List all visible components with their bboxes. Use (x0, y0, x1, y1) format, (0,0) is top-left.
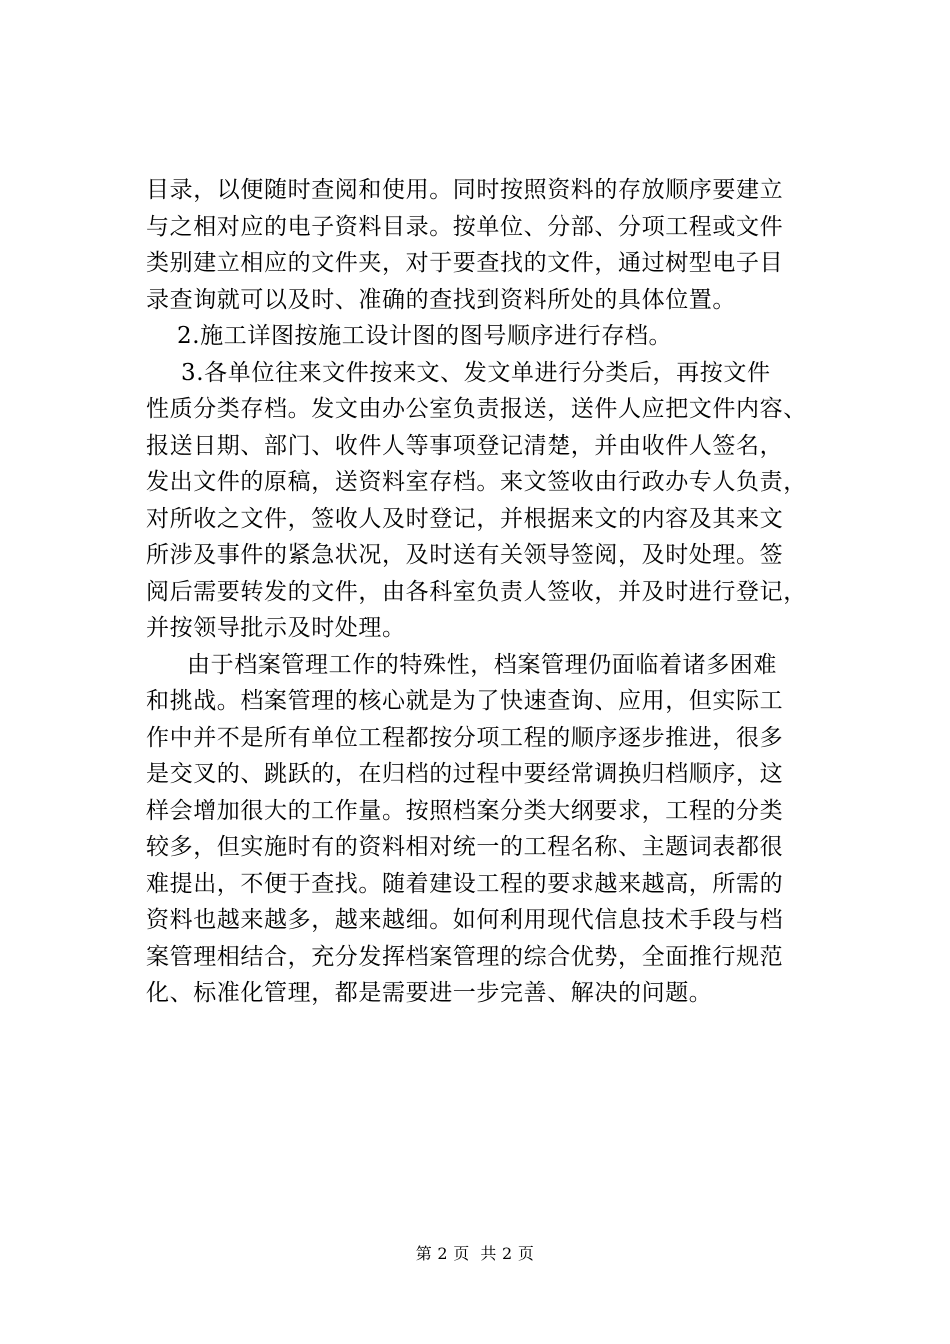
text-line: 和挑战。档案管理的核心就是为了快速查询、应用，但实际工 (146, 688, 784, 714)
text-line: 2.施工详图按施工设计图的图号顺序进行存档。 (177, 323, 673, 349)
text-line: 资料也越来越多，越来越细。如何利用现代信息技术手段与档 (146, 907, 784, 933)
text-line: 类别建立相应的文件夹，对于要查找的文件，通过树型电子目 (146, 250, 784, 276)
text-line: 目录，以便随时查阅和使用。同时按照资料的存放顺序要建立 (146, 177, 784, 203)
text-line: 所涉及事件的紧急状况，及时送有关领导签阅，及时处理。签 (146, 542, 784, 568)
text-line: 样会增加很大的工作量。按照档案分类大纲要求，工程的分类 (146, 797, 784, 824)
text-line: 与之相对应的电子资料目录。按单位、分部、分项工程或文件 (146, 213, 784, 240)
text-line: 化、标准化管理，都是需要进一步完善、解决的问题。 (146, 980, 713, 1006)
page-number-label: 第 2 页 共 2 页 (415, 1244, 535, 1263)
text-line: 性质分类存档。发文由办公室负责报送，送件人应把文件内容、 (146, 396, 807, 422)
text-line: 难提出，不便于查找。随着建设工程的要求越来越高，所需的 (146, 870, 784, 897)
text-line: 报送日期、部门、收件人等事项登记清楚，并由收件人签名， (146, 432, 784, 459)
text-line: 3.各单位往来文件按来文、发文单进行分类后，再按文件 (181, 359, 771, 386)
text-line: 较多，但实施时有的资料相对统一的工程名称、主题词表都很 (146, 834, 784, 860)
text-line: 作中并不是所有单位工程都按分项工程的顺序逐步推进，很多 (146, 724, 784, 751)
text-line: 录查询就可以及时、准确的查找到资料所处的具体位置。 (146, 286, 736, 313)
text-line: 发出文件的原稿，送资料室存档。来文签收由行政办专人负责， (146, 469, 807, 495)
page-footer (0, 1242, 950, 1266)
text-line: 阅后需要转发的文件，由各科室负责人签收，并及时进行登记， (146, 578, 807, 605)
text-line: 是交叉的、跳跃的，在归档的过程中要经常调换归档顺序，这 (146, 761, 784, 787)
text-line: 并按领导批示及时处理。 (146, 615, 406, 641)
text-line: 案管理相结合，充分发挥档案管理的综合优势，全面推行规范 (146, 943, 784, 970)
text-line: 由于档案管理工作的特殊性，档案管理仍面临着诸多困难 (187, 651, 777, 678)
body-text (146, 172, 836, 1012)
text-line: 对所收之文件，签收人及时登记，并根据来文的内容及其来文 (146, 505, 784, 532)
